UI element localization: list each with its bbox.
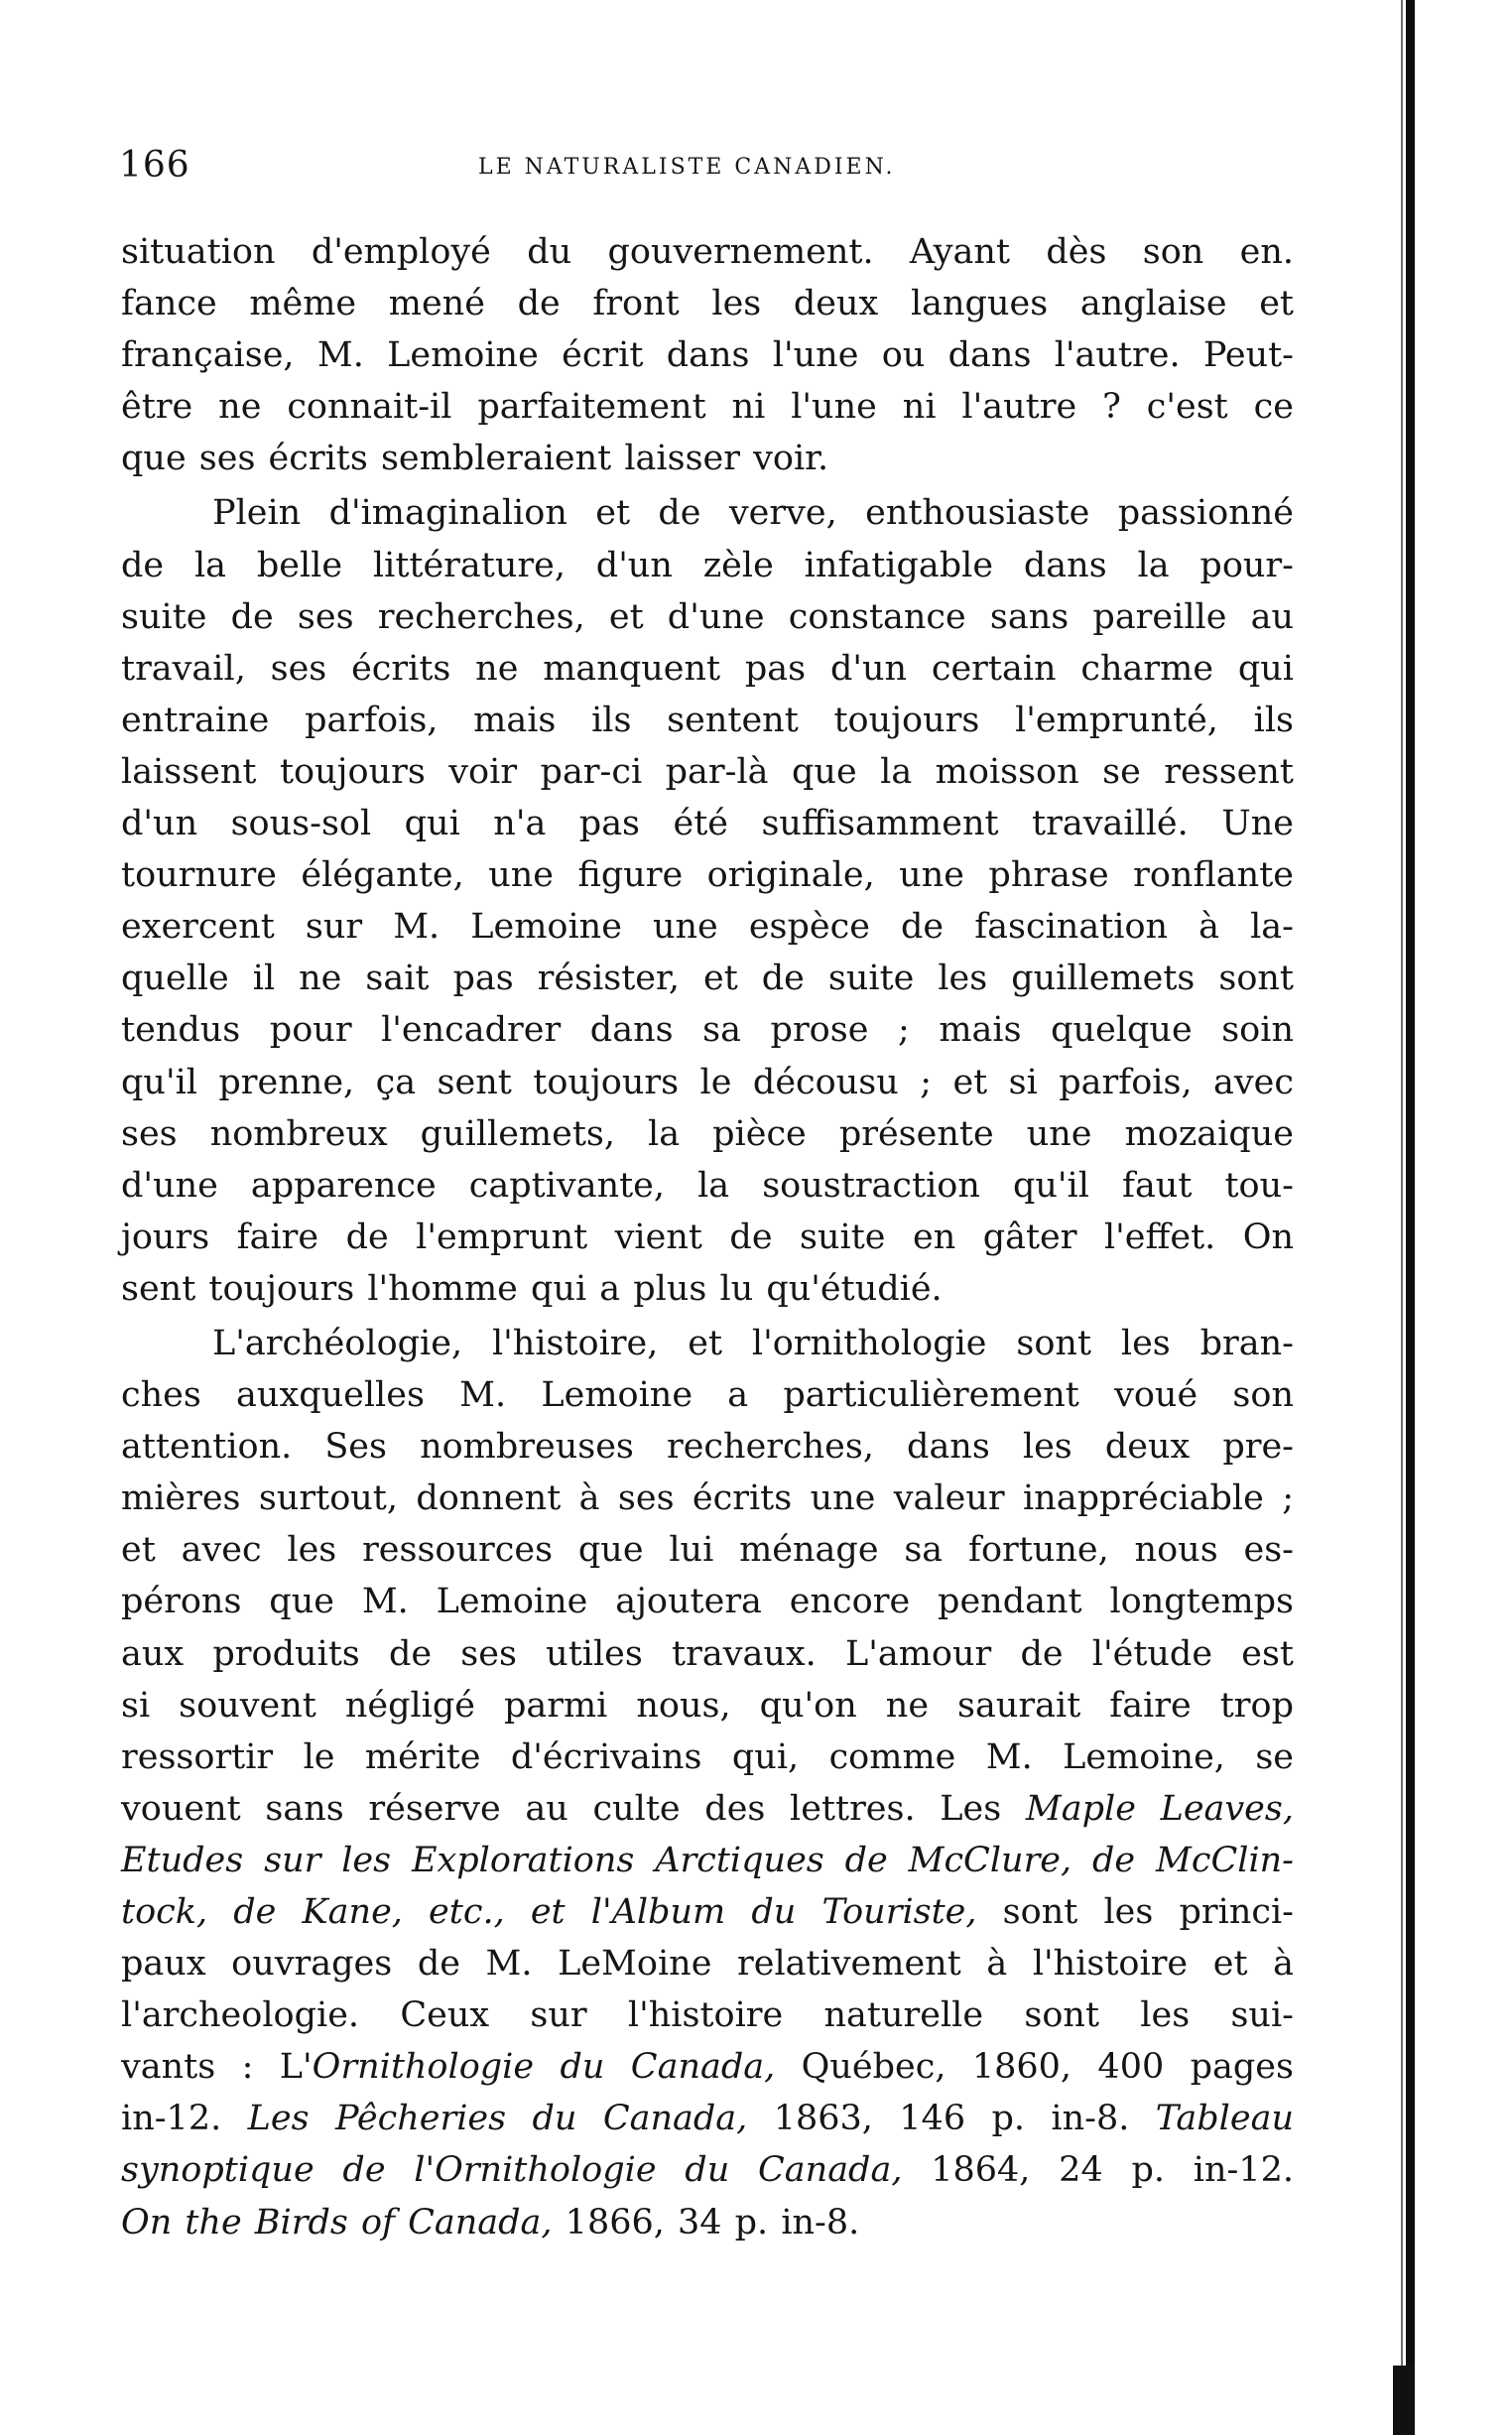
text-line: attention. Ses nombreuses recherches, dans les deux pre-	[121, 1427, 1294, 1468]
paragraph-1	[121, 226, 1294, 484]
text-run: 1866, 34 p. in-8.	[552, 2202, 860, 2243]
text-line: situation d'employé du gouvernement. Ayant dès son en.	[121, 232, 1294, 272]
text-line: que ses écrits sembleraient laisser voir.	[121, 439, 829, 479]
text-line: quelle il ne sait pas résister, et de suite les guillemets sont	[121, 959, 1294, 999]
paragraph-3	[121, 1318, 1294, 2248]
text-run: 1864, 24 p. in-12.	[902, 2150, 1294, 2191]
page-binding-edge	[1406, 0, 1415, 2435]
text-line: Plein d'imaginalion et de verve, enthousiaste passionné	[212, 493, 1294, 534]
text-line: si souvent négligé parmi nous, qu'on ne saurait faire trop	[121, 1685, 1294, 1726]
title-pecheries-du-canada: Les Pêcheries du Canada,	[247, 2099, 748, 2139]
text-line: suite de ses recherches, et d'une constance sans pareille au	[121, 596, 1294, 637]
text-line: L'archéologie, l'histoire, et l'ornithologie sont les bran-	[212, 1323, 1294, 1363]
text-line: ressortir le mérite d'écrivains qui, comme M. Lemoine, se	[121, 1736, 1294, 1777]
text-line: aux produits de ses utiles travaux. L'amour de l'étude est	[121, 1633, 1294, 1674]
text-line: d'une apparence captivante, la soustraction qu'il faut tou-	[121, 1165, 1294, 1206]
paragraph-2	[121, 487, 1294, 1315]
text-run: vants : L'	[121, 2047, 313, 2088]
page-edge-shadow	[1401, 0, 1403, 2435]
text-line-mixed	[121, 2093, 1294, 2144]
text-line-mixed	[121, 2144, 1294, 2196]
text-line-mixed	[121, 1886, 1294, 1938]
text-run: Québec, 1860, 400 pages	[775, 2047, 1294, 2088]
text-line: ses nombreux guillemets, la pièce présente une mozaique	[121, 1113, 1294, 1154]
text-line: et avec les ressources que lui ménage sa fortune, nous es-	[121, 1530, 1294, 1571]
body-text	[121, 226, 1294, 2248]
text-run: vouent sans réserve au culte des lettres. Les	[121, 1788, 1002, 1829]
text-line: fance même mené de front les deux langues anglaise et	[121, 284, 1294, 324]
title-ornithologie-du-canada: Ornithologie du Canada,	[312, 2047, 776, 2088]
text-line-italic: Etudes sur les Explorations Arctiques de McClure, de McClin-	[121, 1840, 1294, 1880]
text-run: sont les princi-	[976, 1892, 1294, 1932]
text-line-mixed	[121, 2197, 1294, 2248]
text-line: jours faire de l'emprunt vient de suite en gâter l'effet. On	[121, 1217, 1294, 1257]
title-maple-leaves: Maple Leaves,	[1025, 1788, 1294, 1829]
text-line-mixed	[121, 1783, 1294, 1835]
text-line: qu'il prenne, ça sent toujours le décousu ; et si parfois, avec	[121, 1062, 1294, 1102]
page-number: 166	[119, 145, 190, 186]
text-line: française, M. Lemoine écrit dans l'une ou dans l'autre. Peut-	[121, 335, 1294, 376]
text-line: entraine parfois, mais ils sentent toujours l'emprunté, ils	[121, 700, 1294, 740]
title-tableau: Tableau	[1155, 2099, 1294, 2139]
text-line: de la belle littérature, d'un zèle infatigable dans la pour-	[121, 545, 1294, 585]
text-line: laissent toujours voir par-ci par-là que la moisson se ressent	[121, 751, 1294, 792]
text-line: mières surtout, donnent à ses écrits une valeur inappréciable ;	[121, 1478, 1294, 1519]
page-header	[119, 145, 952, 194]
text-line: tournure élégante, une figure originale, une phrase ronflante	[121, 855, 1294, 896]
text-run: 1863, 146 p. in-8.	[747, 2099, 1130, 2139]
text-line-mixed	[121, 2041, 1294, 2093]
text-run: tock, de Kane, etc., et l'	[121, 1892, 612, 1932]
text-line: ches auxquelles M. Lemoine a particulièrement voué son	[121, 1375, 1294, 1416]
text-line: tendus pour l'encadrer dans sa prose ; mais quelque soin	[121, 1010, 1294, 1051]
text-line: l'archeologie. Ceux sur l'histoire naturelle sont les sui-	[121, 1995, 1294, 2036]
text-line: exercent sur M. Lemoine une espèce de fascination à la-	[121, 907, 1294, 948]
title-birds-of-canada: On the Birds of Canada,	[121, 2202, 553, 2243]
title-album-du-touriste: Album du Touriste,	[611, 1892, 977, 1932]
text-line: travail, ses écrits ne manquent pas d'un certain charme qui	[121, 648, 1294, 689]
text-line: d'un sous-sol qui n'a pas été suffisamment travaillé. Une	[121, 804, 1294, 844]
running-title: LE NATURALISTE CANADIEN.	[478, 155, 896, 180]
text-line: être ne connait-il parfaitement ni l'une ni l'autre ? c'est ce	[121, 387, 1294, 428]
text-line: sent toujours l'homme qui a plus lu qu'étudié.	[121, 1268, 943, 1309]
title-tableau-synoptique: synoptique de l'Ornithologie du Canada,	[121, 2150, 903, 2191]
page-binding-foot	[1393, 2366, 1415, 2435]
text-line: pérons que M. Lemoine ajoutera encore pendant longtemps	[121, 1582, 1294, 1622]
text-run: in-12.	[121, 2099, 222, 2139]
text-line: paux ouvrages de M. LeMoine relativement à l'histoire et à	[121, 1944, 1294, 1985]
